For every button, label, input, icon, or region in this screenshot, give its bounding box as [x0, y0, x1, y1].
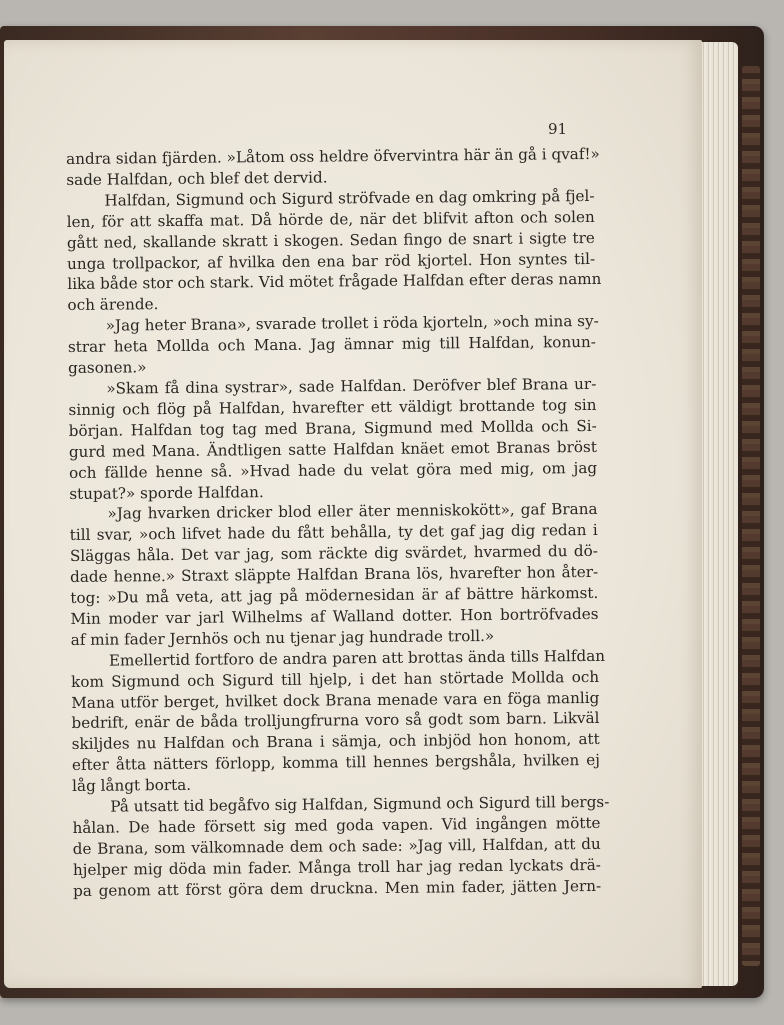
text-line: Mana utför berget, hvilket dock Brana menade vara en föga manlig [71, 688, 600, 712]
page-number: 91 [548, 120, 568, 138]
text-line: kom Sigmund och Sigurd till hjelp, i det han störtade Mollda och [71, 667, 600, 691]
text-line: och fällde henne så. »Hvad hade du velat göra med mig, om jag [69, 458, 598, 482]
text-line: andra sidan fjärden. »Låtom oss heldre öfvervintra här än gå i qvaf!» [66, 144, 600, 168]
text-line: de Brana, som välkomnade dem och sade: »Jag vill, Halfdan, att du [72, 834, 601, 858]
text-line: sade Halfdan, och blef det dervid. [66, 168, 328, 189]
text-line: Emellertid fortforo de andra paren att brottas ända tills Halfdan [108, 646, 606, 670]
text-line: len, för att skaffa mat. Då hörde de, när det blifvit afton och solen [66, 207, 595, 231]
text-line: På utsatt tid begåfvo sig Halfdan, Sigmund och Sigurd till bergs- [110, 792, 610, 816]
text-line: »Jag hvarken dricker blod eller äter menniskokött», gaf Brana [107, 500, 598, 524]
text-line: strar heta Mollda och Mana. Jag ämnar mig till Halfdan, konun- [67, 333, 596, 357]
text-line: till svar, »och lifvet hade du fått behålla, ty det gaf jag dig redan i [69, 521, 598, 545]
text-line: hålan. De hade försett sig med goda vapen. Vid ingången mötte [72, 813, 601, 837]
text-line: efter åtta nätters förlopp, komma till hennes bergshåla, hvilken ej [71, 751, 600, 775]
text-line: låg långt borta. [72, 776, 192, 796]
text-line: hjelper mig döda min fader. Många troll har jag redan lyckats drä- [72, 855, 601, 879]
text-line: sinnig och flög på Halfdan, hvarefter ett väldigt brottande tog sin [68, 395, 597, 419]
text-line: bedrift, enär de båda trolljungfrurna voro så godt som barn. Likväl [71, 709, 600, 733]
text-line: lika både stor och stark. Vid mötet frågade Halfdan efter deras namn [67, 270, 602, 294]
text-line: gurd med Mana. Ändtligen satte Halfdan knäet emot Branas bröst [68, 437, 597, 461]
text-line: Min moder var jarl Wilhelms af Walland dotter. Hon bortröfvades [70, 604, 599, 628]
text-line: början. Halfdan tog tag med Brana, Sigmund med Mollda och Si- [68, 416, 597, 440]
text-line: stupat?» sporde Halfdan. [69, 482, 264, 503]
text-line: gått ned, skallande skratt i skogen. Sedan fingo de snart i sigte tre [66, 228, 595, 252]
page-text [66, 144, 610, 902]
text-line: pa genom att först göra dem druckna. Men min fader, jätten Jern- [73, 876, 602, 900]
text-line: af min fader Jernhös och nu tjenar jag hundrade troll.» [70, 626, 495, 649]
text-line: Släggas håla. Det var jag, som räckte dig svärdet, hvarmed du dö- [69, 542, 598, 566]
text-line: skiljdes nu Halfdan och Brana i sämja, och inbjöd hon honom, att [71, 730, 600, 754]
text-line: unga trollpackor, af hvilka den ena bar röd kjortel. Hon syntes til- [67, 249, 596, 273]
text-line: och ärende. [67, 295, 159, 315]
text-line: Halfdan, Sigmund och Sigurd ströfvade en dag omkring på fjel- [104, 186, 595, 210]
text-line: »Jag heter Brana», svarade trollet i röda kjorteln, »och mina sy- [105, 312, 599, 335]
text-line: dade henne.» Straxt släppte Halfdan Brana lös, hvarefter hon åter- [70, 563, 599, 587]
text-line: »Skam få dina systrar», sade Halfdan. Deröfver blef Brana ur- [106, 374, 597, 398]
text-line: gasonen.» [68, 358, 147, 378]
text-line: tog: »Du må veta, att jag på mödernesidan är af bättre härkomst. [70, 583, 599, 608]
